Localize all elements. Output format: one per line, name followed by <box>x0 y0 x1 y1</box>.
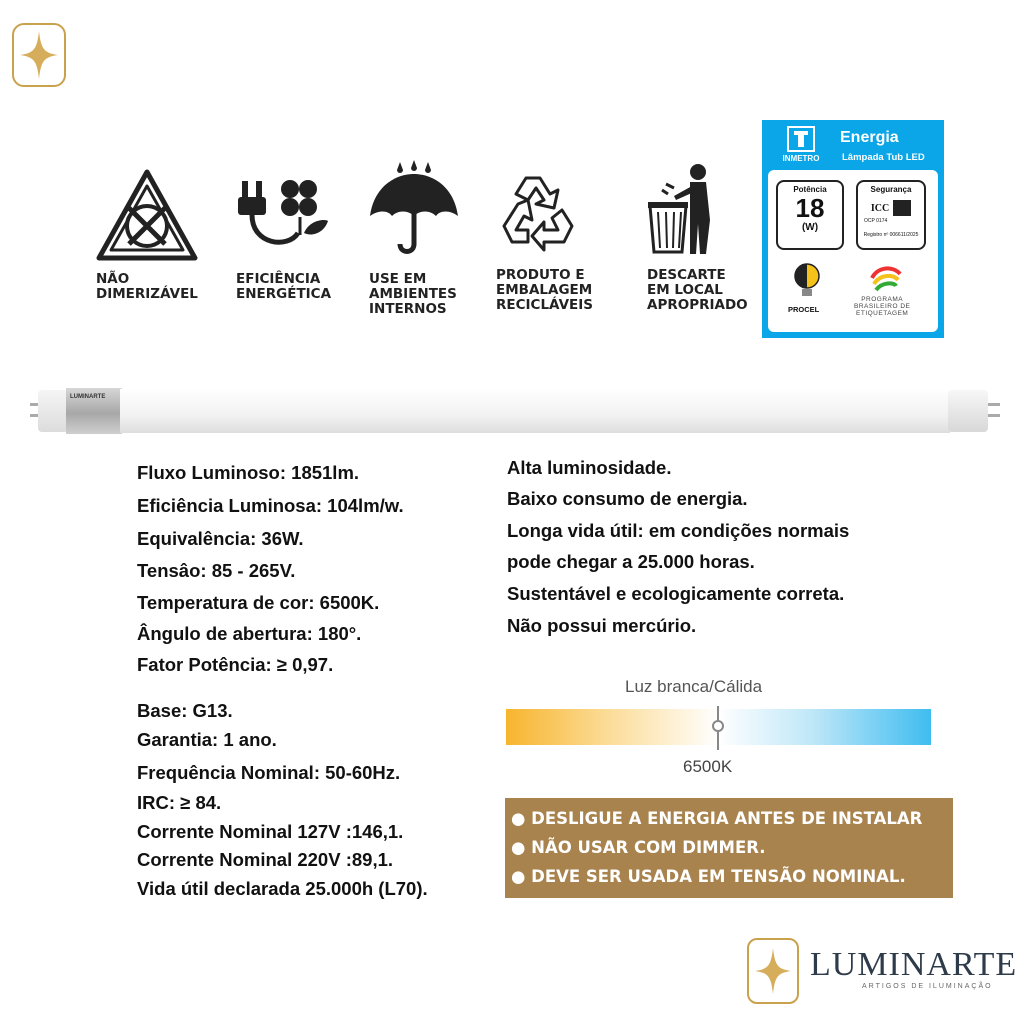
recycle-icon <box>496 170 582 257</box>
label-white-panel <box>768 170 938 332</box>
power-value: 18 <box>795 193 825 223</box>
color-scale-marker <box>710 706 726 750</box>
pbe-logo-icon <box>868 260 904 299</box>
spec-line: Base: G13. <box>137 700 233 721</box>
brand-logo-badge <box>747 938 799 1004</box>
spec-line: Eficiência Luminosa: 104lm/w. <box>137 495 404 516</box>
warning-box <box>505 798 953 898</box>
icon-label-disposal: DESCARTE EM LOCAL APROPRIADO <box>647 267 748 313</box>
spec-line: Corrente Nominal 220V :89,1. <box>137 849 394 870</box>
spec-line: Tensâo: 85 - 265V. <box>137 560 296 581</box>
sparkle-star-icon <box>14 25 64 85</box>
right-endcap <box>948 390 988 432</box>
icon-label-recycle: PRODUTO E EMBALAGEM RECICLÁVEIS <box>496 267 594 313</box>
feature-line: pode chegar a 25.000 horas. <box>507 551 755 572</box>
spec-line: Vida útil declarada 25.000h (L70). <box>137 878 428 899</box>
no-dimmer-icon <box>95 168 199 269</box>
led-tube-image <box>30 388 1002 434</box>
icon-label-indoor: USE EM AMBIENTES INTERNOS <box>369 271 457 317</box>
feature-line: Longa vida útil: em condições normais <box>507 520 850 541</box>
left-endcap <box>38 390 68 432</box>
spec-line: Fator Potência: ≥ 0,97. <box>137 654 334 675</box>
spec-line: Garantia: 1 ano. <box>137 729 277 750</box>
energy-subtitle: Lâmpada Tub LED <box>842 152 925 163</box>
inmetro-energy-label <box>762 120 944 338</box>
warning-line: ● DEVE SER USADA EM TENSÃO NOMINAL. <box>511 867 906 886</box>
warning-line: ● DESLIGUE A ENERGIA ANTES DE INSTALAR <box>511 809 923 828</box>
brand-name: LUMINARTE <box>810 946 1018 983</box>
right-pins <box>988 400 1000 420</box>
tube-brand-text: LUMINARTE <box>70 394 106 400</box>
procel-text: PROCEL <box>788 305 820 314</box>
feature-line: Baixo consumo de energia. <box>507 488 748 509</box>
security-label: Segurança <box>870 185 912 194</box>
pbe-text: PROGRAMA BRASILEIRO DE ETIQUETAGEM <box>854 296 911 317</box>
icon-label-efficiency: EFICIÊNCIA ENERGÉTICA <box>236 271 332 302</box>
spec-line: Ângulo de abertura: 180°. <box>137 623 362 644</box>
sparkle-star-icon <box>749 940 797 1002</box>
power-label: Potência <box>793 185 827 194</box>
registro-text: Registro nº 006611/2025 <box>863 232 919 238</box>
power-box <box>776 180 844 250</box>
spec-line: Equivalência: 36W. <box>137 528 304 549</box>
icc-text: ICC <box>870 202 890 214</box>
power-unit: (W) <box>801 222 819 233</box>
warning-line: ● NÃO USAR COM DIMMER. <box>511 838 766 857</box>
procel-icon <box>792 262 822 307</box>
spec-line: Temperatura de cor: 6500K. <box>137 592 380 613</box>
inmetro-text: INMETRO <box>782 154 820 163</box>
inmetro-logo-icon <box>776 126 826 168</box>
corner-logo-badge <box>12 23 66 87</box>
tube-body <box>120 389 950 433</box>
ocp-text: OCP 0174 <box>864 218 888 224</box>
energy-title: Energia <box>840 129 899 146</box>
spec-line: Frequência Nominal: 50-60Hz. <box>137 762 401 783</box>
energy-efficiency-icon <box>238 175 330 260</box>
brand-tagline: ARTIGOS DE ILUMINAÇÃO <box>862 983 993 990</box>
indoor-umbrella-icon <box>366 158 462 263</box>
color-scale-value: 6500K <box>683 757 733 776</box>
feature-line: Alta luminosidade. <box>507 457 672 478</box>
color-scale-title: Luz branca/Cálida <box>625 677 763 696</box>
icon-label-no-dimmer: NÃO DIMERIZÁVEL <box>96 271 198 302</box>
spec-line: IRC: ≥ 84. <box>137 792 222 813</box>
feature-line: Sustentável e ecologicamente correta. <box>507 583 845 604</box>
spec-line: Corrente Nominal 127V :146,1. <box>137 821 404 842</box>
spec-line: Fluxo Luminoso: 1851lm. <box>137 462 360 483</box>
inmetro-seal-icon <box>893 200 911 216</box>
feature-line: Não possui mercúrio. <box>507 615 697 636</box>
disposal-icon <box>648 162 724 263</box>
security-box <box>856 180 926 250</box>
